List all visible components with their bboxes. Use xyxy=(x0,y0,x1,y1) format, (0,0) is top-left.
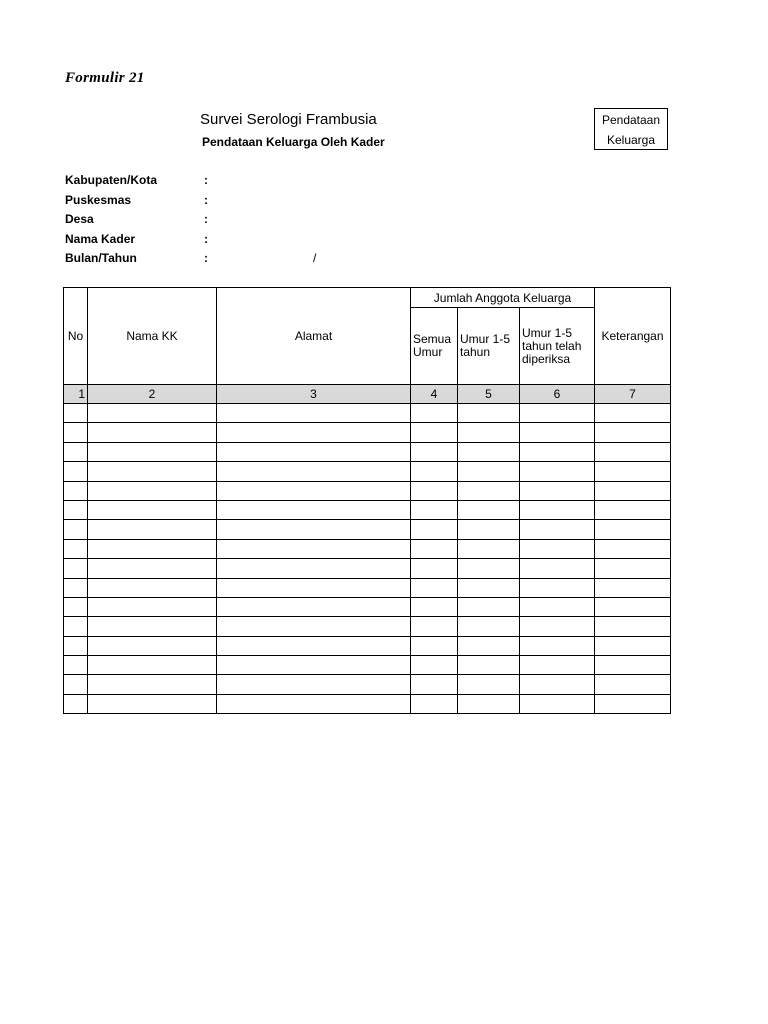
table-row xyxy=(64,559,671,578)
table-cell[interactable] xyxy=(411,539,458,558)
table-cell[interactable] xyxy=(411,423,458,442)
column-number: 3 xyxy=(217,385,411,404)
table-row xyxy=(64,656,671,675)
table-row xyxy=(64,597,671,616)
table-cell[interactable] xyxy=(217,539,411,558)
table-cell[interactable] xyxy=(217,694,411,713)
table-cell[interactable] xyxy=(88,462,217,481)
header-jumlah-anggota-keluarga: Jumlah Anggota Keluarga xyxy=(411,288,595,308)
table-cell[interactable] xyxy=(64,481,88,500)
table-cell[interactable] xyxy=(520,442,595,461)
table-cell[interactable] xyxy=(458,520,520,539)
table-cell[interactable] xyxy=(595,500,671,519)
table-cell[interactable] xyxy=(217,656,411,675)
page-title: Survei Serologi Frambusia xyxy=(200,111,377,128)
table-cell[interactable] xyxy=(458,539,520,558)
table-cell[interactable] xyxy=(520,520,595,539)
table-cell[interactable] xyxy=(411,675,458,694)
table-row xyxy=(64,423,671,442)
table-cell[interactable] xyxy=(64,597,88,616)
table-cell[interactable] xyxy=(64,423,88,442)
table-cell[interactable] xyxy=(595,462,671,481)
field-colon: : xyxy=(204,212,208,227)
table-cell[interactable] xyxy=(64,656,88,675)
table-row xyxy=(64,675,671,694)
table-cell[interactable] xyxy=(458,404,520,423)
field-colon: : xyxy=(204,251,208,266)
table-cell[interactable] xyxy=(595,636,671,655)
field-kabupaten-kota xyxy=(65,173,365,193)
table-cell[interactable] xyxy=(88,404,217,423)
header-keterangan: Keterangan xyxy=(595,288,671,385)
table-cell[interactable] xyxy=(411,559,458,578)
table-cell[interactable] xyxy=(458,442,520,461)
table-cell[interactable] xyxy=(458,636,520,655)
table-cell[interactable] xyxy=(217,578,411,597)
table-cell[interactable] xyxy=(64,578,88,597)
table-cell[interactable] xyxy=(88,539,217,558)
header-umur-1-5-diperiksa: Umur 1-5 tahun telah diperiksa xyxy=(520,308,595,385)
table-row xyxy=(64,694,671,713)
field-colon: : xyxy=(204,173,208,187)
table-cell[interactable] xyxy=(411,520,458,539)
table-cell[interactable] xyxy=(520,694,595,713)
column-number: 5 xyxy=(458,385,520,404)
table-cell[interactable] xyxy=(411,578,458,597)
table-header-row-1 xyxy=(64,288,671,308)
table-cell[interactable] xyxy=(64,462,88,481)
table-cell[interactable] xyxy=(411,617,458,636)
table-cell[interactable] xyxy=(595,520,671,539)
header-semua-umur: Semua Umur xyxy=(411,308,458,385)
table-cell[interactable] xyxy=(64,617,88,636)
table-cell[interactable] xyxy=(595,694,671,713)
field-label: Nama Kader xyxy=(65,231,136,246)
field-bulan-tahun xyxy=(65,251,365,271)
page-subtitle: Pendataan Keluarga Oleh Kader xyxy=(202,135,385,149)
table-cell[interactable] xyxy=(520,404,595,423)
header-fields xyxy=(65,173,365,271)
table-row xyxy=(64,617,671,636)
table-cell[interactable] xyxy=(458,481,520,500)
table-row xyxy=(64,539,671,558)
table-row xyxy=(64,442,671,461)
table-cell[interactable] xyxy=(64,636,88,655)
table-cell[interactable] xyxy=(520,597,595,616)
table-cell[interactable] xyxy=(458,694,520,713)
table-cell[interactable] xyxy=(458,675,520,694)
table-cell[interactable] xyxy=(520,423,595,442)
table-cell[interactable] xyxy=(217,559,411,578)
field-colon: : xyxy=(204,192,208,207)
table-cell[interactable] xyxy=(458,500,520,519)
table-row xyxy=(64,578,671,597)
table-cell[interactable] xyxy=(88,597,217,616)
table-cell[interactable] xyxy=(595,675,671,694)
table-cell[interactable] xyxy=(64,442,88,461)
document-type-line-1: Pendataan xyxy=(601,113,661,127)
column-number: 1 xyxy=(64,385,88,404)
document-type-box xyxy=(594,108,668,150)
table-cell[interactable] xyxy=(88,656,217,675)
table-cell[interactable] xyxy=(520,462,595,481)
table-cell[interactable] xyxy=(217,442,411,461)
table-row xyxy=(64,462,671,481)
table-row xyxy=(64,404,671,423)
column-number: 4 xyxy=(411,385,458,404)
table-row xyxy=(64,481,671,500)
table-cell[interactable] xyxy=(411,597,458,616)
table-cell[interactable] xyxy=(458,423,520,442)
table-cell[interactable] xyxy=(88,694,217,713)
field-label: Kabupaten/Kota xyxy=(65,173,158,187)
table-cell[interactable] xyxy=(88,520,217,539)
table-cell[interactable] xyxy=(88,675,217,694)
table-cell[interactable] xyxy=(595,617,671,636)
table-cell[interactable] xyxy=(458,578,520,597)
table-cell[interactable] xyxy=(458,656,520,675)
table-cell[interactable] xyxy=(411,636,458,655)
table-cell[interactable] xyxy=(217,675,411,694)
field-date-separator: / xyxy=(313,251,317,266)
column-number: 2 xyxy=(88,385,217,404)
table-cell[interactable] xyxy=(595,539,671,558)
column-number: 7 xyxy=(595,385,671,404)
table-cell[interactable] xyxy=(411,656,458,675)
header-no: No xyxy=(64,288,88,385)
table-cell[interactable] xyxy=(64,500,88,519)
table-cell[interactable] xyxy=(217,520,411,539)
table-cell[interactable] xyxy=(411,462,458,481)
table-row xyxy=(64,520,671,539)
household-table xyxy=(63,287,671,714)
table-cell[interactable] xyxy=(520,578,595,597)
table-cell[interactable] xyxy=(411,500,458,519)
table-cell[interactable] xyxy=(595,423,671,442)
table-cell[interactable] xyxy=(88,559,217,578)
table-cell[interactable] xyxy=(217,597,411,616)
header-nama-kk: Nama KK xyxy=(88,288,217,385)
table-cell[interactable] xyxy=(217,636,411,655)
table-cell[interactable] xyxy=(88,442,217,461)
table-cell[interactable] xyxy=(595,578,671,597)
table-cell[interactable] xyxy=(595,597,671,616)
table-cell[interactable] xyxy=(88,500,217,519)
table-row xyxy=(64,636,671,655)
table-cell[interactable] xyxy=(64,520,88,539)
field-label: Puskesmas xyxy=(65,192,132,207)
table-cell[interactable] xyxy=(595,481,671,500)
table-cell[interactable] xyxy=(217,462,411,481)
table-cell[interactable] xyxy=(458,617,520,636)
field-label: Desa xyxy=(65,212,94,227)
table-cell[interactable] xyxy=(64,539,88,558)
table-cell[interactable] xyxy=(520,636,595,655)
table-cell[interactable] xyxy=(411,404,458,423)
field-label: Bulan/Tahun xyxy=(65,251,137,266)
header-umur-1-5: Umur 1-5 tahun xyxy=(458,308,520,385)
table-cell[interactable] xyxy=(520,656,595,675)
table-cell[interactable] xyxy=(217,500,411,519)
form-number: Formulir 21 xyxy=(65,70,145,86)
field-colon: : xyxy=(204,231,208,246)
document-type-line-2: Keluarga xyxy=(606,133,656,147)
column-number-row xyxy=(64,385,671,404)
table-cell[interactable] xyxy=(595,656,671,675)
table-cell[interactable] xyxy=(520,500,595,519)
table-cell[interactable] xyxy=(64,404,88,423)
table-cell[interactable] xyxy=(458,462,520,481)
table-cell[interactable] xyxy=(217,481,411,500)
column-number: 6 xyxy=(520,385,595,404)
table-cell[interactable] xyxy=(88,636,217,655)
table-cell[interactable] xyxy=(595,404,671,423)
table-cell[interactable] xyxy=(64,694,88,713)
table-cell[interactable] xyxy=(595,442,671,461)
table-cell[interactable] xyxy=(88,578,217,597)
table-cell[interactable] xyxy=(411,694,458,713)
table-cell[interactable] xyxy=(520,539,595,558)
table-cell[interactable] xyxy=(411,481,458,500)
table-cell[interactable] xyxy=(520,675,595,694)
table-cell[interactable] xyxy=(64,675,88,694)
field-nama-kader xyxy=(65,232,365,252)
table-cell[interactable] xyxy=(595,559,671,578)
table-cell[interactable] xyxy=(88,423,217,442)
table-cell[interactable] xyxy=(520,617,595,636)
table-cell[interactable] xyxy=(88,617,217,636)
table-cell[interactable] xyxy=(520,481,595,500)
table-cell[interactable] xyxy=(64,559,88,578)
table-cell[interactable] xyxy=(217,423,411,442)
field-puskesmas xyxy=(65,193,365,213)
table-cell[interactable] xyxy=(458,559,520,578)
table-cell[interactable] xyxy=(458,597,520,616)
header-alamat: Alamat xyxy=(217,288,411,385)
table-cell[interactable] xyxy=(88,481,217,500)
table-cell[interactable] xyxy=(217,617,411,636)
table-cell[interactable] xyxy=(217,404,411,423)
field-desa xyxy=(65,212,365,232)
table-cell[interactable] xyxy=(411,442,458,461)
table-row xyxy=(64,500,671,519)
table-cell[interactable] xyxy=(520,559,595,578)
